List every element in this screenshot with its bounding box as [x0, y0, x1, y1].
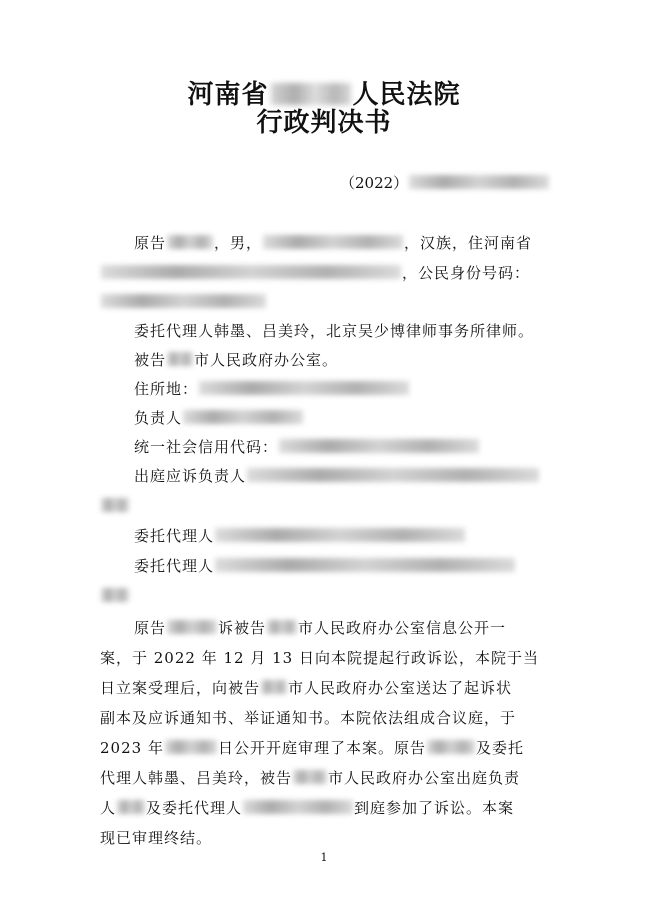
redacted-date [165, 740, 217, 754]
agent2-line [134, 526, 594, 546]
redacted-city [271, 83, 351, 105]
body-text: 到庭参加了诉讼。本案 [354, 799, 515, 817]
plaintiff-line-2 [100, 263, 560, 283]
redacted-case-code [409, 175, 549, 189]
body-line-7 [100, 798, 560, 818]
case-year: （2022） [340, 174, 409, 192]
body-line-6 [100, 768, 560, 788]
body-line-1 [134, 618, 594, 638]
body-line-4: 副本及应诉通知书、举证通知书。本院依法组成合议庭，于 [100, 709, 517, 727]
plaintiff-line-1 [134, 233, 594, 253]
body-text: 市人民政府办公室出庭负责 [328, 769, 521, 787]
redacted-city [261, 680, 287, 694]
court-rep-line [134, 466, 594, 486]
body-text: 及委托 [475, 739, 524, 757]
redacted-city [167, 352, 193, 366]
body-text: 人 [100, 799, 117, 817]
body-line-5 [100, 738, 560, 758]
court-rep-label: 出庭应诉负责人 [134, 467, 247, 485]
agent2-label: 委托代理人 [134, 527, 215, 545]
redacted-address [199, 381, 409, 395]
court-name-suffix: 人民法院 [352, 80, 461, 110]
court-name-prefix: 河南省 [187, 80, 269, 110]
agent3-line [134, 556, 594, 576]
body-text: 原告 [134, 619, 167, 637]
credit-code-label: 统一社会信用代码： [134, 438, 279, 456]
case-number [340, 173, 550, 193]
redacted-birthdate [263, 235, 403, 249]
redacted-address [101, 265, 401, 279]
head-label: 负责人 [134, 409, 183, 427]
body-text: 日公开开庭审理了本案。原告 [217, 739, 426, 757]
redacted-head [183, 410, 303, 424]
agent3-line-2 [100, 586, 560, 606]
body-text: 市人民政府办公室送达了起诉状 [288, 679, 513, 697]
court-rep-line-2 [100, 496, 560, 516]
redacted-text [101, 498, 129, 512]
redacted-text [101, 588, 129, 602]
plaintiff-gender: ，男， [214, 234, 263, 252]
redacted-name [117, 800, 145, 814]
body-line-3 [100, 678, 560, 698]
plaintiff-label: 原告 [134, 234, 167, 252]
address-line [134, 379, 594, 399]
redacted-court-rep [247, 468, 539, 482]
redacted-agent3 [215, 558, 515, 572]
redacted-credit-code [279, 439, 479, 453]
page-number: 1 [320, 851, 328, 864]
plaintiff-line-3 [100, 292, 560, 312]
body-text: 日立案受理后，向被告 [100, 679, 261, 697]
defendant-name: 市人民政府办公室。 [194, 351, 339, 369]
document-title: 行政判决书 [256, 108, 392, 138]
body-text: 诉被告 [218, 619, 267, 637]
agent3-label: 委托代理人 [134, 557, 215, 575]
body-line-8: 现已审理终结。 [100, 829, 213, 847]
defendant-line [134, 350, 594, 370]
plaintiff-id-label: ，公民身份号码： [402, 264, 531, 282]
address-label: 住所地： [134, 380, 199, 398]
redacted-name [167, 620, 217, 634]
redacted-city [267, 620, 297, 634]
redacted-id-number [101, 294, 266, 308]
defendant-label: 被告 [134, 351, 167, 369]
plaintiff-ethnicity: ，汉族，住河南省 [404, 234, 533, 252]
redacted-name [243, 800, 353, 814]
body-text: 及委托代理人 [146, 799, 243, 817]
redacted-name [427, 740, 475, 754]
body-line-2: 案，于 2022 年 12 月 13 日向本院提起行政诉讼，本院于当 [100, 649, 539, 667]
plaintiff-agent: 委托代理人韩墨、吕美玲，北京吴少博律师事务所律师。 [134, 322, 535, 340]
body-text: 市人民政府办公室信息公开一 [298, 619, 507, 637]
court-name-title [0, 80, 648, 110]
redacted-agent2 [215, 528, 465, 542]
redacted-name [167, 235, 213, 249]
head-line [134, 408, 594, 428]
credit-code-line [134, 437, 594, 457]
body-text: 代理人韩墨、吕美玲，被告 [100, 769, 293, 787]
redacted-city [293, 770, 327, 784]
body-text: 2023 年 [100, 739, 164, 757]
